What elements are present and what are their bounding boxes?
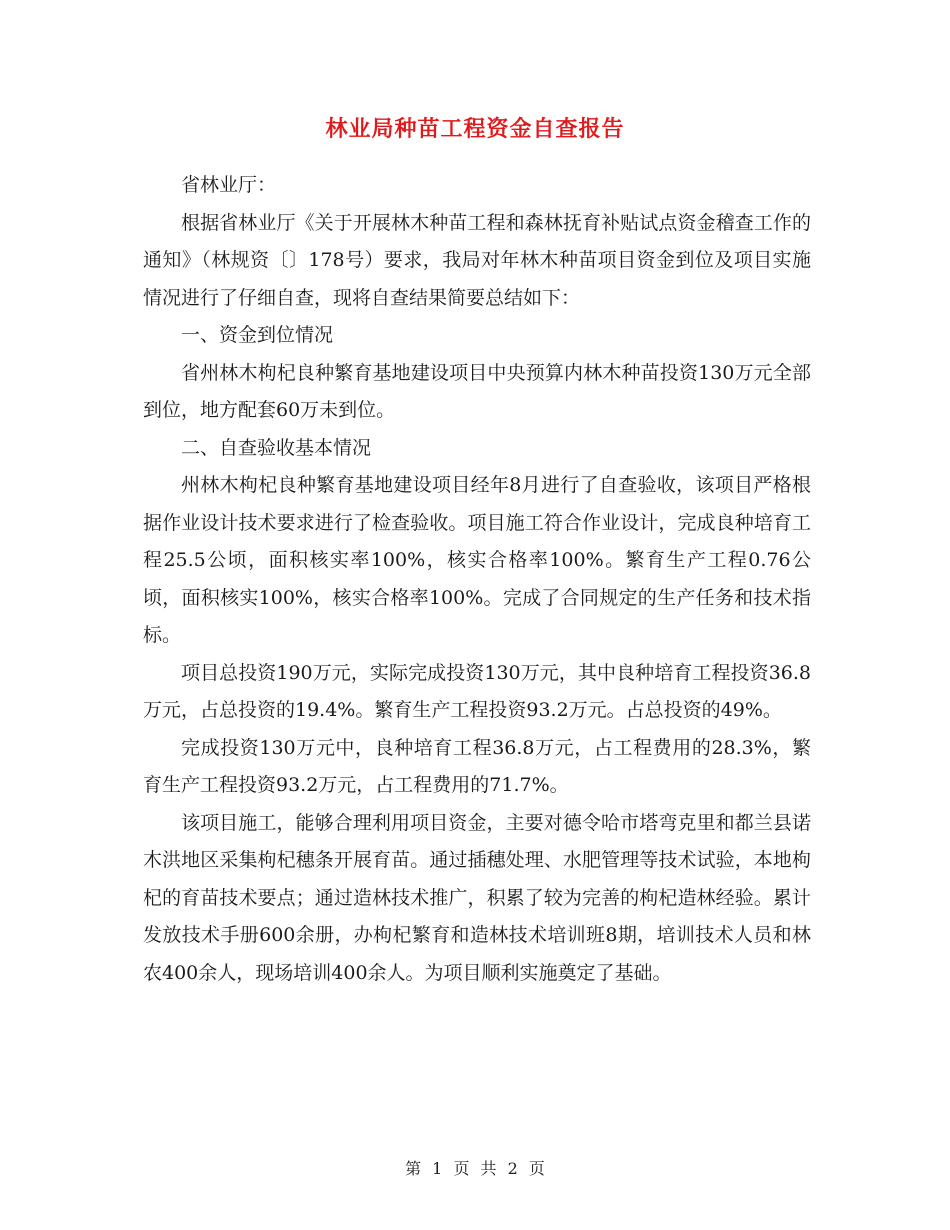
page-number-footer: 第 1 页 共 2 页 xyxy=(405,1159,545,1178)
salutation: 省林业厅： xyxy=(181,174,277,196)
paragraph-completed-investment: 完成投资130万元中，良种培育工程36.8万元，占工程费用的28.3%，繁育生产工程投资93.2万元，占工程费用的71.7%。 xyxy=(143,736,811,796)
paragraph-implementation: 该项目施工，能够合理利用项目资金，主要对德令哈市塔弯克里和都兰县诺木洪地区采集枸杞穗条开展育苗。通过插穗处理、水肥管理等技术试验，本地枸杞的育苗技术要点；通过造林技术推广，积累了较为完善的枸杞造林经验。累计发放技术手册600余册，办枸杞繁育和造林技术培训班8期，培训技术人员和林农400余人，现场培训400余人。为项目顺利实施奠定了基础。 xyxy=(143,811,811,984)
paragraph-inspection: 州林木枸杞良种繁育基地建设项目经年8月进行了自查验收，该项目严格根据作业设计技术要求进行了检查验收。项目施工符合作业设计，完成良种培育工程25.5公顷，面积核实率100%，核实合格率100%。繁育生产工程0.76公顷，面积核实100%，核实合格率100%。完成了合同规定的生产任务和技术指标。 xyxy=(143,474,811,646)
document-title: 林业局种苗工程资金自查报告 xyxy=(325,116,625,142)
paragraph-intro: 根据省林业厅《关于开展林木种苗工程和森林抚育补贴试点资金稽查工作的通知》（林规资〔〕178号）要求，我局对年林木种苗项目资金到位及项目实施情况进行了仔细自查，现将自查结果简要总结如下： xyxy=(143,211,811,309)
paragraph-investment: 项目总投资190万元，实际完成投资130万元，其中良种培育工程投资36.8万元，占总投资的19.4%。繁育生产工程投资93.2万元。占总投资的49%。 xyxy=(143,661,811,721)
section-heading-inspection: 二、自查验收基本情况 xyxy=(181,436,372,459)
section-heading-funds: 一、资金到位情况 xyxy=(181,324,334,346)
paragraph-funds: 省州林木枸杞良种繁育基地建设项目中央预算内林木种苗投资130万元全部到位，地方配套60万未到位。 xyxy=(143,361,811,421)
document-body xyxy=(143,167,811,992)
